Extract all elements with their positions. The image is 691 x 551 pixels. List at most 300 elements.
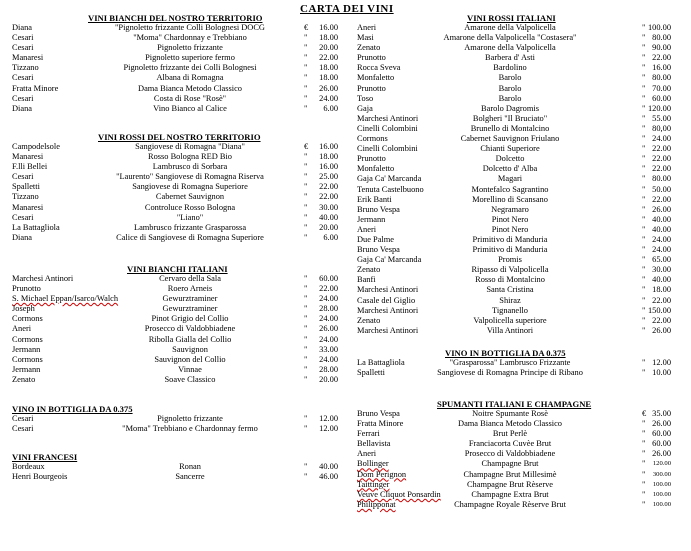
currency-mark: " — [304, 314, 308, 324]
wine-name: "Moma" Trebbiano e Chardonnay fermo — [122, 424, 258, 434]
wine-row — [0, 73, 345, 83]
currency-mark: " — [304, 162, 308, 172]
section-title: VINI BIANCHI ITALIANI — [127, 264, 228, 274]
wine-row — [345, 285, 691, 295]
producer-name: Jermann — [357, 214, 386, 224]
producer-name: La Battagliola — [357, 358, 405, 367]
currency-mark: " — [304, 294, 308, 304]
price: 100.00 — [652, 480, 671, 488]
price: 26.00 — [652, 419, 671, 429]
producer-name: Spalletti — [12, 182, 40, 192]
currency-mark: " — [642, 439, 646, 449]
wine-name: Champagne Brut — [481, 459, 539, 469]
wine-row — [0, 324, 345, 334]
wine-row — [345, 174, 691, 184]
producer-name: Gaja Ca' Marcanda — [357, 174, 422, 184]
currency-mark: " — [642, 245, 646, 255]
currency-mark: " — [304, 424, 308, 434]
wine-row — [0, 43, 345, 53]
wine-row — [345, 235, 691, 245]
wine-name: Lambrusco di Sorbara — [152, 162, 228, 172]
wine-row — [0, 182, 345, 192]
producer-name: Diana — [12, 103, 32, 113]
currency-mark: € — [304, 142, 309, 151]
wine-row — [345, 368, 691, 378]
price: 40.00 — [319, 462, 338, 471]
price: 12.00 — [319, 424, 338, 434]
wine-name: Vino Bianco al Calice — [153, 103, 227, 113]
producer-name: Aneri — [357, 224, 377, 234]
currency-mark: " — [304, 374, 308, 384]
price: 120.00 — [647, 103, 671, 113]
price: 18.00 — [319, 33, 338, 43]
producer-name: Henri Bourgeois — [12, 472, 68, 482]
currency-mark: " — [304, 53, 308, 63]
wine-row — [0, 314, 345, 324]
currency-mark: " — [642, 164, 646, 174]
wine-name: Noitre Spumante Rosè — [472, 409, 548, 418]
wine-name: Champagne Brut Millesimè — [463, 469, 557, 479]
currency-mark: " — [642, 113, 646, 123]
price: 24.00 — [652, 245, 671, 255]
wine-name: Pinot Nero — [491, 224, 529, 234]
wine-row — [0, 223, 345, 233]
wine-row — [0, 104, 345, 114]
wine-row — [345, 43, 691, 53]
currency-mark: " — [642, 265, 646, 275]
price: 33.00 — [319, 344, 338, 354]
wine-name: Rosso Bologna RED Bio — [148, 152, 232, 162]
price: 70.00 — [652, 83, 671, 93]
producer-name: Campodelsole — [12, 142, 60, 151]
price: 22.00 — [652, 194, 671, 204]
currency-mark: " — [642, 358, 646, 367]
producer-name: Due Palme — [357, 234, 394, 244]
section-title: VINI FRANCESI — [12, 452, 78, 462]
wine-name: Tignanello — [492, 305, 528, 315]
price: 30.00 — [652, 265, 671, 275]
wine-name: Pignoletto frizzante — [157, 43, 223, 53]
right-section — [345, 13, 691, 336]
price: 10.00 — [652, 368, 671, 378]
wine-row — [0, 233, 345, 243]
currency-mark: " — [642, 315, 646, 325]
producer-name: Banfi — [357, 275, 376, 285]
price: 18.00 — [652, 285, 671, 295]
wine-name: Bardolino — [493, 63, 527, 73]
wine-name: Brunello di Montalcino — [470, 123, 550, 133]
wine-row — [345, 205, 691, 215]
producer-name: Rocca Sveva — [357, 63, 401, 73]
wine-name: Rosso di Montalcino — [475, 275, 545, 285]
wine-row — [0, 375, 345, 385]
price: 20.00 — [319, 374, 338, 384]
currency-mark: € — [642, 409, 647, 418]
price: 80.00 — [652, 33, 671, 43]
wine-row — [345, 84, 691, 94]
price: 80.00 — [652, 174, 671, 184]
currency-mark: " — [304, 33, 308, 43]
wine-name: Pinot Nero — [491, 214, 529, 224]
price: 28.00 — [319, 364, 338, 374]
currency-mark: " — [642, 204, 646, 214]
price: 40.00 — [652, 214, 671, 224]
wine-name: Villa Antinori — [486, 325, 534, 335]
producer-name: Prunotto — [12, 284, 41, 294]
price: 22.00 — [652, 315, 671, 325]
wine-row — [345, 104, 691, 114]
currency-mark: " — [642, 53, 646, 63]
wine-row — [0, 203, 345, 213]
wine-name: Pignoletto frizzante — [157, 414, 223, 423]
producer-name: Prunotto — [357, 83, 386, 93]
wine-name: "Moma" Chardonnay e Trebbiano — [133, 33, 247, 43]
wine-row — [0, 23, 345, 33]
currency-mark: " — [304, 192, 308, 202]
left-section — [0, 404, 345, 434]
wine-name: Amarone della Valpolicella — [464, 23, 556, 32]
price: 80.00 — [652, 73, 671, 83]
currency-mark: " — [642, 419, 646, 429]
wine-row — [345, 265, 691, 275]
producer-name: Tenuta Castelbuono — [357, 184, 424, 194]
wine-row — [0, 84, 345, 94]
currency-mark: " — [642, 285, 646, 295]
wine-row — [345, 195, 691, 205]
producer-name: Manaresi — [12, 202, 44, 212]
producer-name: Gaja — [357, 103, 373, 113]
currency-mark: " — [642, 83, 646, 93]
wine-row — [0, 162, 345, 172]
wine-row — [345, 114, 691, 124]
wine-row — [345, 215, 691, 225]
wine-name: Valpolicella superiore — [473, 315, 547, 325]
wine-row — [345, 439, 691, 449]
wine-row — [345, 33, 691, 43]
price: 80,00 — [652, 123, 671, 133]
wine-row — [345, 164, 691, 174]
producer-name: F.lli Bellei — [12, 162, 48, 172]
producer-name: Zenato — [357, 43, 381, 53]
wine-row — [0, 472, 345, 482]
wine-name: Calice di Sangiovese di Romagna Superiore — [116, 232, 264, 242]
wine-name: Sangiovese di Romagna "Diana" — [135, 142, 245, 151]
wine-name: Amarone della Valpolicella — [464, 43, 556, 53]
price: 16.00 — [319, 162, 338, 172]
currency-mark: " — [642, 275, 646, 285]
producer-name: Casale del Giglio — [357, 295, 416, 305]
producer-name: La Battagliola — [12, 222, 60, 232]
price: 46.00 — [319, 472, 338, 482]
currency-mark: " — [642, 459, 646, 469]
wine-row — [0, 365, 345, 375]
wine-row — [0, 33, 345, 43]
producer-name: Toso — [357, 93, 374, 103]
section-title: VINI ROSSI DEL NOSTRO TERRITORIO — [98, 132, 261, 142]
producer-name: Cesari — [12, 73, 34, 83]
wine-name: Pignoletto frizzante dei Colli Bolognesi — [123, 63, 257, 73]
wine-name: Lambrusco frizzante Grasparossa — [133, 222, 247, 232]
currency-mark: " — [642, 234, 646, 244]
price: 30.00 — [319, 202, 338, 212]
producer-name: Monfaletto — [357, 164, 395, 174]
wine-row — [0, 424, 345, 434]
producer-name: Cormons — [12, 354, 43, 364]
wine-row — [345, 326, 691, 336]
price: 28.00 — [319, 304, 338, 314]
price: 60.00 — [652, 429, 671, 439]
price: 26.00 — [319, 83, 338, 93]
currency-mark: " — [642, 214, 646, 224]
producer-name: Cinelli Colombini — [357, 123, 418, 133]
wine-row — [0, 53, 345, 63]
price: 20.00 — [319, 43, 338, 53]
currency-mark: " — [304, 324, 308, 334]
wine-row — [345, 480, 691, 490]
wine-name: Albana di Romagna — [156, 73, 224, 83]
wine-name: Brut Perlè — [492, 429, 528, 439]
price: 40.00 — [652, 275, 671, 285]
price: 26.00 — [652, 204, 671, 214]
wine-name: Barolo — [498, 73, 522, 83]
producer-name: Cesari — [12, 33, 34, 43]
wine-row — [345, 124, 691, 134]
section-title: VINI BIANCHI DEL NOSTRO TERRITORIO — [88, 13, 263, 23]
wine-row — [0, 414, 345, 424]
wine-row — [345, 255, 691, 265]
price: 24.00 — [319, 93, 338, 103]
wine-row — [345, 94, 691, 104]
wine-name: Morellino di Scansano — [472, 194, 548, 204]
wine-name: Dama Bianca Metodo Classico — [458, 419, 562, 429]
currency-mark: " — [642, 73, 646, 83]
price: 60.00 — [319, 274, 338, 283]
price: 100.00 — [647, 23, 671, 32]
producer-name: Aneri — [357, 449, 377, 459]
producer-name: Tizzano — [12, 63, 39, 73]
currency-mark: " — [642, 103, 646, 113]
wine-name: Costa di Rose "Rosè" — [153, 93, 227, 103]
producer-name: Marchesi Antinori — [12, 274, 74, 283]
producer-name: Manaresi — [12, 152, 44, 162]
wine-row — [0, 192, 345, 202]
currency-mark: " — [642, 255, 646, 265]
wine-row — [345, 185, 691, 195]
currency-mark: " — [642, 154, 646, 164]
wine-name: Roero Arneis — [167, 284, 213, 294]
producer-name: Bruno Vespa — [357, 409, 400, 418]
producer-name: Cormons — [357, 134, 388, 144]
wine-name: "Pignoletto frizzante Colli Bolognesi DOCG — [115, 23, 265, 32]
section-title: VINO IN BOTTIGLIA DA 0.375 — [445, 348, 566, 358]
producer-name: Manaresi — [12, 53, 44, 63]
wine-name: Dama Bianca Metodo Classico — [138, 83, 242, 93]
wine-name: Sangiovese di Romagna Superiore — [132, 182, 248, 192]
producer-name: Philipponat — [357, 499, 396, 509]
wine-row — [0, 172, 345, 182]
price: 150.00 — [647, 305, 671, 315]
price: 90.00 — [652, 43, 671, 53]
section-title: SPUMANTI ITALIANI E CHAMPAGNE — [437, 399, 592, 409]
producer-name: Zenato — [12, 374, 36, 384]
price: 22.00 — [319, 192, 338, 202]
wine-name: Champagne Brut Rèserve — [466, 479, 554, 489]
left-section — [0, 452, 345, 482]
currency-mark: " — [304, 63, 308, 73]
wine-row — [345, 275, 691, 285]
wine-name: Prosecco di Valdobbiadene — [144, 324, 236, 334]
currency-mark: " — [642, 429, 646, 439]
producer-name: Bordeaux — [12, 462, 45, 471]
price: 22.00 — [652, 295, 671, 305]
producer-name: Cesari — [12, 424, 34, 434]
producer-name: Tizzano — [12, 192, 39, 202]
price: 6.00 — [323, 103, 338, 113]
wine-name: Santa Cristina — [486, 285, 534, 295]
price: 6.00 — [323, 232, 338, 242]
producer-name: Cinelli Colombini — [357, 144, 418, 154]
price: 55.00 — [652, 113, 671, 123]
wine-row — [345, 358, 691, 368]
currency-mark: " — [304, 284, 308, 294]
currency-mark: " — [304, 274, 308, 283]
price: 24.00 — [319, 334, 338, 344]
wine-name: Soave Classico — [164, 374, 216, 384]
right-section — [345, 399, 691, 510]
producer-name: Diana — [12, 23, 32, 32]
wine-row — [0, 142, 345, 152]
currency-mark: " — [642, 489, 646, 499]
wine-row — [0, 294, 345, 304]
producer-name: Cesari — [12, 414, 34, 423]
right-section — [345, 348, 691, 378]
menu-title: CARTA DEI VINI — [300, 3, 394, 15]
wine-name: Barolo Dagromis — [481, 103, 539, 113]
currency-mark: " — [642, 224, 646, 234]
producer-name: S. Michael Eppan/Isarco/Walch — [12, 294, 119, 304]
price: 100.00 — [652, 500, 671, 508]
producer-name: Cesari — [12, 172, 34, 182]
currency-mark: " — [642, 325, 646, 335]
currency-mark: " — [304, 344, 308, 354]
currency-mark: " — [642, 184, 646, 194]
wine-row — [0, 335, 345, 345]
price: 22.00 — [319, 182, 338, 192]
wine-row — [0, 355, 345, 365]
price: 20.00 — [319, 222, 338, 232]
producer-name: Bellavista — [357, 439, 391, 449]
price: 40.00 — [652, 224, 671, 234]
currency-mark: " — [304, 152, 308, 162]
price: 65.00 — [652, 255, 671, 265]
producer-name: Bruno Vespa — [357, 245, 400, 255]
producer-name: Monfaletto — [357, 73, 395, 83]
price: 16.00 — [319, 23, 338, 32]
producer-name: Zenato — [357, 265, 381, 275]
producer-name: Prunotto — [357, 154, 386, 164]
wine-name: Champagne Extra Brut — [471, 489, 549, 499]
producer-name: Cormons — [12, 314, 43, 324]
currency-mark: " — [642, 194, 646, 204]
wine-name: "Grasparossa" Lambrusco Frizzante — [449, 358, 571, 367]
price: 22.00 — [319, 284, 338, 294]
producer-name: Bruno Vespa — [357, 204, 400, 214]
currency-mark: " — [642, 368, 646, 378]
price: 16.00 — [652, 63, 671, 73]
wine-row — [345, 306, 691, 316]
currency-mark: " — [642, 479, 646, 489]
currency-mark: " — [304, 93, 308, 103]
producer-name: Cormons — [12, 334, 43, 344]
producer-name: Gaja Ca' Marcanda — [357, 255, 422, 265]
wine-name: "Liano" — [176, 212, 204, 222]
price: 26.00 — [319, 324, 338, 334]
left-section — [0, 264, 345, 385]
wine-row — [0, 213, 345, 223]
price: 25.00 — [319, 172, 338, 182]
currency-mark: " — [304, 212, 308, 222]
wine-name: Dolcetto — [495, 154, 525, 164]
currency-mark: " — [642, 43, 646, 53]
producer-name: Joseph — [12, 304, 35, 314]
wine-row — [0, 94, 345, 104]
wine-name: Franciacorta Cuvèe Brut — [468, 439, 552, 449]
wine-name: Ronan — [179, 462, 201, 471]
producer-name: Masi — [357, 33, 374, 43]
wine-row — [0, 274, 345, 284]
currency-mark: " — [304, 182, 308, 192]
wine-row — [345, 296, 691, 306]
wine-row — [345, 470, 691, 480]
producer-name: Cesari — [12, 212, 34, 222]
currency-mark: " — [642, 33, 646, 43]
price: 22.00 — [319, 53, 338, 63]
producer-name: Marchesi Antinori — [357, 113, 419, 123]
wine-name: Barolo — [498, 83, 522, 93]
wine-name: Montefalco Sagrantino — [471, 184, 549, 194]
wine-row — [345, 429, 691, 439]
price: 16.00 — [319, 142, 338, 151]
price: 18.00 — [319, 73, 338, 83]
left-section — [0, 13, 345, 114]
price: 120.00 — [652, 460, 671, 468]
currency-mark: " — [304, 222, 308, 232]
currency-mark: " — [304, 304, 308, 314]
currency-mark: " — [304, 354, 308, 364]
price: 40.00 — [319, 212, 338, 222]
currency-mark: " — [642, 134, 646, 144]
wine-row — [345, 449, 691, 459]
currency-mark: " — [304, 364, 308, 374]
currency-mark: " — [304, 43, 308, 53]
wine-name: Amarone della Valpolicella "Costasera" — [443, 33, 577, 43]
price: 24.00 — [319, 314, 338, 324]
currency-mark: " — [642, 144, 646, 154]
producer-name: Ferrari — [357, 429, 380, 439]
currency-mark: " — [642, 93, 646, 103]
wine-name: Ripasso di Valpolicella — [471, 265, 549, 275]
wine-row — [345, 500, 691, 510]
wine-row — [345, 316, 691, 326]
price: 100.00 — [652, 490, 671, 498]
producer-name: Aneri — [357, 23, 377, 32]
wine-name: Dolcetto d' Alba — [482, 164, 538, 174]
wine-row — [0, 152, 345, 162]
currency-mark: " — [304, 414, 308, 423]
currency-mark: " — [304, 172, 308, 182]
price: 35.00 — [652, 409, 671, 418]
price: 24.00 — [319, 294, 338, 304]
